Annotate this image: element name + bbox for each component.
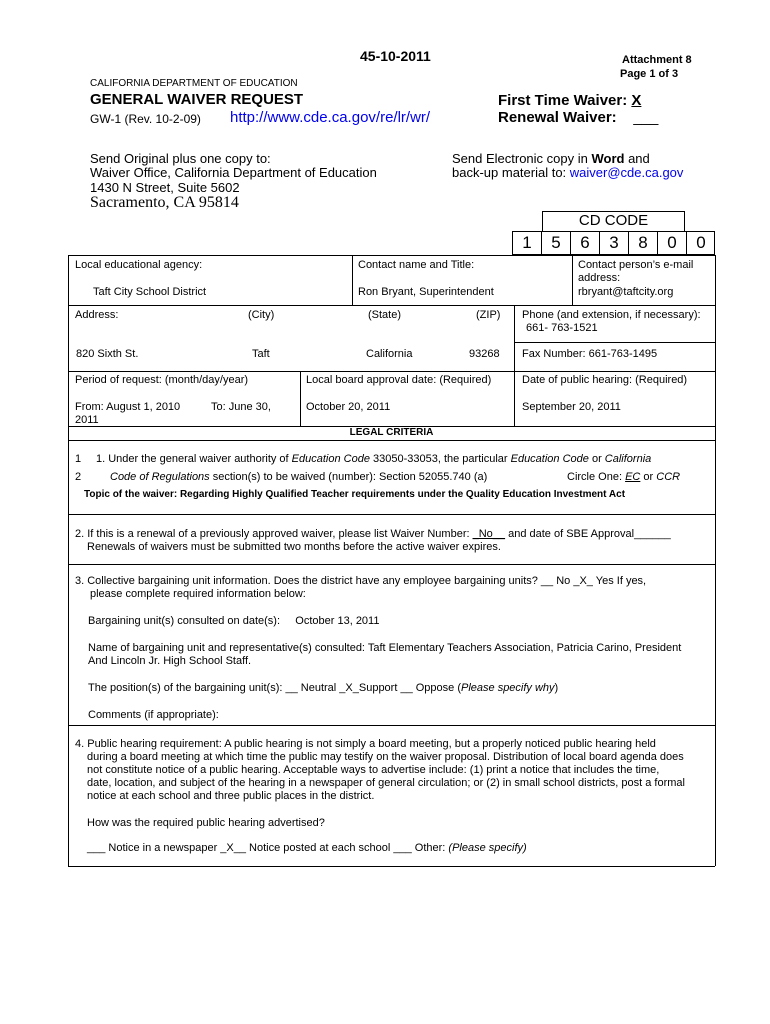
elec-prefix: Send Electronic copy in (452, 151, 592, 166)
rule (352, 255, 353, 305)
bargaining-names-1: Name of bargaining unit and representative(s) consulted: Taft Elementary Teachers Association, Patricia Carino, President (88, 642, 682, 654)
rule (68, 255, 715, 256)
backup-line (452, 165, 683, 180)
state-label: (State) (368, 309, 402, 321)
cd-divider (628, 231, 629, 255)
circle-ccr-option[interactable]: CCR (656, 471, 681, 483)
legal-line-2 (110, 471, 487, 483)
q2-waiver-number[interactable]: _No__ (472, 528, 506, 540)
form-id: GW-1 (Rev. 10-2-09) (90, 112, 201, 126)
rule (300, 371, 301, 426)
address-label: Address: (75, 309, 119, 321)
q4-line-3: not constitute notice of a public hearing. Acceptable ways to advertise include: (1) print a notice that includes the time, (87, 764, 660, 776)
rule (68, 514, 715, 515)
position-a: The position(s) of the bargaining unit(s): __ Neutral _X_Support __ Oppose ( (88, 682, 461, 694)
rule (68, 305, 715, 306)
street-value[interactable]: 820 Sixth St. (76, 348, 139, 360)
zip-value[interactable]: 93268 (469, 348, 500, 360)
cd-digit: 8 (638, 233, 648, 252)
legal-l1-e: or (588, 453, 605, 465)
legal-line-1 (96, 453, 651, 465)
legal-l1-d: Education Code (510, 453, 589, 465)
q4-line-1: 4. Public hearing requirement: A public hearing is not simply a board meeting, but a properly noticed public hearing held (75, 738, 656, 750)
form-left-border (68, 255, 69, 866)
q2-text-b: and date of SBE Approval______ (505, 528, 671, 540)
q2-text-a: 2. If this is a renewal of a previously approved waiver, please list Waiver Number: (75, 528, 473, 540)
consulted-value[interactable]: October 13, 2011 (295, 615, 380, 627)
fax-number[interactable]: Fax Number: 661-763-1495 (522, 348, 658, 360)
contact-email-value[interactable]: rbryant@taftcity.org (578, 286, 674, 298)
legal-number-1: 1 (75, 453, 82, 465)
form-title: GENERAL WAIVER REQUEST (90, 91, 304, 108)
first-time-value: X (631, 92, 642, 109)
renewal-waiver (498, 109, 658, 126)
legal-l1-f: California (604, 453, 652, 465)
q4-opt-b: (Please specify) (448, 842, 527, 854)
period-from[interactable]: From: August 1, 2010 (75, 401, 181, 413)
board-approval-value[interactable]: October 20, 2011 (306, 401, 391, 413)
cd-code-label: CD CODE (578, 212, 649, 229)
hearing-date-label: Date of public hearing: (Required) (522, 374, 688, 386)
legal-l2-b: section(s) to be waived (number): Section 52055.740 (a) (209, 471, 488, 483)
city-value[interactable]: Taft (252, 348, 270, 360)
cd-divider (541, 231, 542, 255)
rule (514, 305, 515, 371)
phone-value[interactable]: 661- 763-1521 (526, 322, 598, 334)
position-c: ) (554, 682, 559, 694)
hearing-date-value[interactable]: September 20, 2011 (522, 401, 621, 413)
rule (68, 440, 715, 441)
send-line1: Send Original plus one copy to: (90, 151, 271, 166)
cd-divider (686, 231, 687, 255)
waiver-url-link[interactable]: http://www.cde.ca.gov/re/lr/wr/ (230, 109, 431, 126)
comments-label: Comments (if appropriate): (88, 709, 219, 721)
consulted-label: Bargaining unit(s) consulted on date(s): (88, 615, 280, 627)
rule (514, 342, 715, 343)
send-line4: Sacramento, CA 95814 (90, 194, 239, 211)
contact-label: Contact name and Title: (358, 259, 475, 271)
doc-number: 45-10-2011 (360, 48, 431, 64)
legal-l1-a: 1. Under the general waiver authority of (96, 453, 292, 465)
legal-l2-a: Code of Regulations (110, 471, 210, 483)
agency-value[interactable]: Taft City School District (93, 286, 207, 298)
circle-label: Circle One: (567, 471, 626, 483)
q3-line-1: 3. Collective bargaining unit information. Does the district have any employee bargaining units? __ No _X_ Yes If yes, (75, 575, 647, 587)
electronic-copy-line (452, 151, 650, 166)
cd-divider (657, 231, 658, 255)
q4-line-5: notice at each school and three public places in the district. (87, 790, 375, 802)
elec-bold: Word (591, 151, 625, 166)
q4-line-4: date, location, and subject of the hearing in a newspaper of general circulation; or (2) in small school districts, post a formal (87, 777, 685, 789)
legal-number-2: 2 (75, 471, 82, 483)
form-right-border (715, 255, 716, 866)
period-to-year: 2011 (75, 414, 99, 426)
first-time-waiver (498, 92, 641, 109)
circle-or: or (640, 471, 657, 483)
elec-suffix: and (624, 151, 650, 166)
zip-label: (ZIP) (476, 309, 501, 321)
q4-options (87, 842, 527, 854)
legal-l1-c: 33050-33053, the particular (369, 453, 511, 465)
circle-one (567, 471, 680, 483)
rule (514, 371, 515, 426)
rule (68, 564, 715, 565)
rule (68, 725, 715, 726)
q4-question: How was the required public hearing advertised? (87, 817, 325, 829)
q2-line-2: Renewals of waivers must be submitted two months before the active waiver expires. (87, 541, 501, 553)
department: CALIFORNIA DEPARTMENT OF EDUCATION (90, 78, 298, 89)
cd-divider (570, 231, 571, 255)
cd-divider (599, 231, 600, 255)
q3-line-2: please complete required information below: (90, 588, 306, 600)
cd-digit: 0 (667, 233, 677, 252)
contact-value[interactable]: Ron Bryant, Superintendent (358, 286, 494, 298)
backup-prefix: back-up material to: (452, 165, 570, 180)
legal-l1-b: Education Code (291, 453, 370, 465)
email-label-2: address: (578, 272, 621, 284)
bargaining-names-2: And Lincoln Jr. High School Staff. (88, 655, 252, 667)
board-approval-label: Local board approval date: (Required) (306, 374, 492, 386)
phone-label: Phone (and extension, if necessary): (522, 309, 701, 321)
rule (572, 255, 573, 305)
email-label-1: Contact person’s e-mail (578, 259, 694, 271)
legal-criteria-heading: LEGAL CRITERIA (349, 427, 434, 438)
attachment-label: Attachment 8 (622, 54, 692, 66)
page-of: Page 1 of 3 (620, 68, 679, 80)
agency-label: Local educational agency: (75, 259, 203, 271)
position-b: Please specify why (461, 682, 555, 694)
circle-ec-option[interactable]: EC (625, 471, 641, 483)
cd-digit: 1 (522, 233, 532, 252)
send-line3: 1430 N Street, Suite 5602 (90, 180, 240, 195)
waiver-email-link[interactable]: waiver@cde.ca.gov (569, 165, 684, 180)
waiver-topic: Topic of the waiver: Regarding Highly Qualified Teacher requirements under the Quality Education Investment Act (84, 489, 626, 500)
renewal-label: Renewal Waiver: (498, 109, 617, 126)
cd-digit: 3 (609, 233, 619, 252)
city-label: (City) (248, 309, 275, 321)
first-time-label: First Time Waiver: (498, 92, 628, 109)
cd-digit: 0 (696, 233, 706, 252)
cd-digit: 6 (580, 233, 590, 252)
bargaining-consulted (88, 615, 379, 627)
state-value[interactable]: California (366, 348, 413, 360)
cd-digit: 5 (551, 233, 561, 252)
q4-opt-a[interactable]: ___ Notice in a newspaper _X__ Notice posted at each school ___ Other: (87, 842, 449, 854)
bargaining-position (88, 682, 558, 694)
period-label: Period of request: (month/day/year) (75, 374, 249, 386)
renewal-value: ___ (633, 109, 659, 126)
rule (68, 371, 715, 372)
form-bottom-border (68, 866, 715, 867)
q4-line-2: during a board meeting at which time the public may testify on the waiver proposal. Distribution of local board agenda does (87, 751, 684, 763)
period-to[interactable]: To: June 30, (211, 401, 271, 413)
send-line2: Waiver Office, California Department of Education (90, 165, 377, 180)
q2-line-1 (75, 528, 671, 540)
